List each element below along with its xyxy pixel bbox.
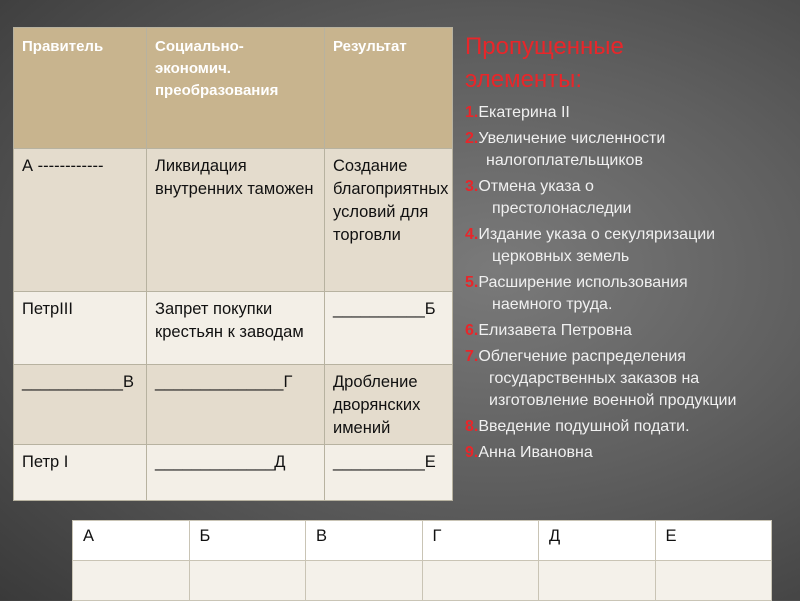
answer-cell[interactable] [306, 561, 423, 601]
cell-reform: Ликвидация внутренних таможен [147, 149, 325, 292]
answer-cell[interactable] [189, 561, 306, 601]
item-number: 9. [465, 444, 479, 461]
item-text: Елизавета Петровна [478, 322, 632, 339]
cell-reform: ______________Г [147, 365, 325, 445]
item-text: Анна Ивановна [478, 444, 593, 461]
missing-elements-panel [465, 30, 795, 468]
answer-letter: А [73, 521, 190, 561]
item-number: 5. [465, 274, 479, 291]
list-item [465, 176, 795, 220]
cell-result: Дробление дворянских имений [325, 365, 453, 445]
cell-reform: Запрет покупки крестьян к заводам [147, 292, 325, 365]
answer-cell[interactable] [539, 561, 656, 601]
item-text: Введение подушной подати. [478, 418, 690, 435]
answer-letter: Г [422, 521, 539, 561]
item-number: 8. [465, 418, 479, 435]
title-line-1: Пропущенные [465, 33, 624, 60]
cell-ruler: ПетрIII [14, 292, 147, 365]
item-number: 7. [465, 348, 479, 365]
cell-result: __________Е [325, 445, 453, 501]
item-text-continued: государственных заказов на изготовление военной продукции [489, 370, 737, 409]
answer-cell[interactable] [655, 561, 772, 601]
answer-letter: Д [539, 521, 656, 561]
list-item [465, 128, 795, 172]
missing-elements-title [465, 30, 795, 96]
list-item [465, 320, 795, 342]
list-item [465, 102, 795, 124]
table-row [14, 445, 453, 501]
cell-result: Создание благоприятных условий для торговли [325, 149, 453, 292]
answer-letter: В [306, 521, 423, 561]
list-item [465, 272, 795, 316]
item-text: Увеличение численности [478, 130, 666, 147]
answer-table [72, 520, 772, 601]
missing-elements-list [465, 102, 795, 464]
cell-result: __________Б [325, 292, 453, 365]
list-item [465, 416, 795, 438]
cell-ruler: ___________В [14, 365, 147, 445]
item-number: 1. [465, 104, 479, 121]
answer-letter: Е [655, 521, 772, 561]
reforms-table [13, 27, 453, 501]
answer-cell[interactable] [422, 561, 539, 601]
item-number: 4. [465, 226, 479, 243]
list-item [465, 224, 795, 268]
item-text: Издание указа о секуляризации [478, 226, 716, 243]
table-row [14, 149, 453, 292]
item-text-continued: налогоплательщиков [486, 152, 643, 169]
answer-letter: Б [189, 521, 306, 561]
list-item [465, 442, 795, 464]
answer-input-row [73, 561, 772, 601]
item-text: Расширение использования [478, 274, 688, 291]
item-text-continued: наемного труда. [492, 296, 613, 313]
header-reforms: Социально-экономич. преобразования [147, 28, 325, 149]
table-row [14, 292, 453, 365]
item-number: 6. [465, 322, 479, 339]
header-ruler: Правитель [14, 28, 147, 149]
item-text: Екатерина II [478, 104, 570, 121]
item-number: 3. [465, 178, 479, 195]
cell-ruler: Петр I [14, 445, 147, 501]
item-text-continued: престолонаследии [492, 200, 632, 217]
answer-letters-row [73, 521, 772, 561]
list-item [465, 346, 795, 412]
answer-cell[interactable] [73, 561, 190, 601]
item-text: Отмена указа о [478, 178, 594, 195]
item-text: Облегчение распределения [478, 348, 686, 365]
reforms-table-header [14, 28, 453, 149]
cell-ruler: А ------------ [14, 149, 147, 292]
header-result: Результат [325, 28, 453, 149]
item-number: 2. [465, 130, 479, 147]
item-text-continued: церковных земель [492, 248, 630, 265]
cell-reform: _____________Д [147, 445, 325, 501]
title-line-2: элементы: [465, 66, 583, 93]
table-row [14, 365, 453, 445]
